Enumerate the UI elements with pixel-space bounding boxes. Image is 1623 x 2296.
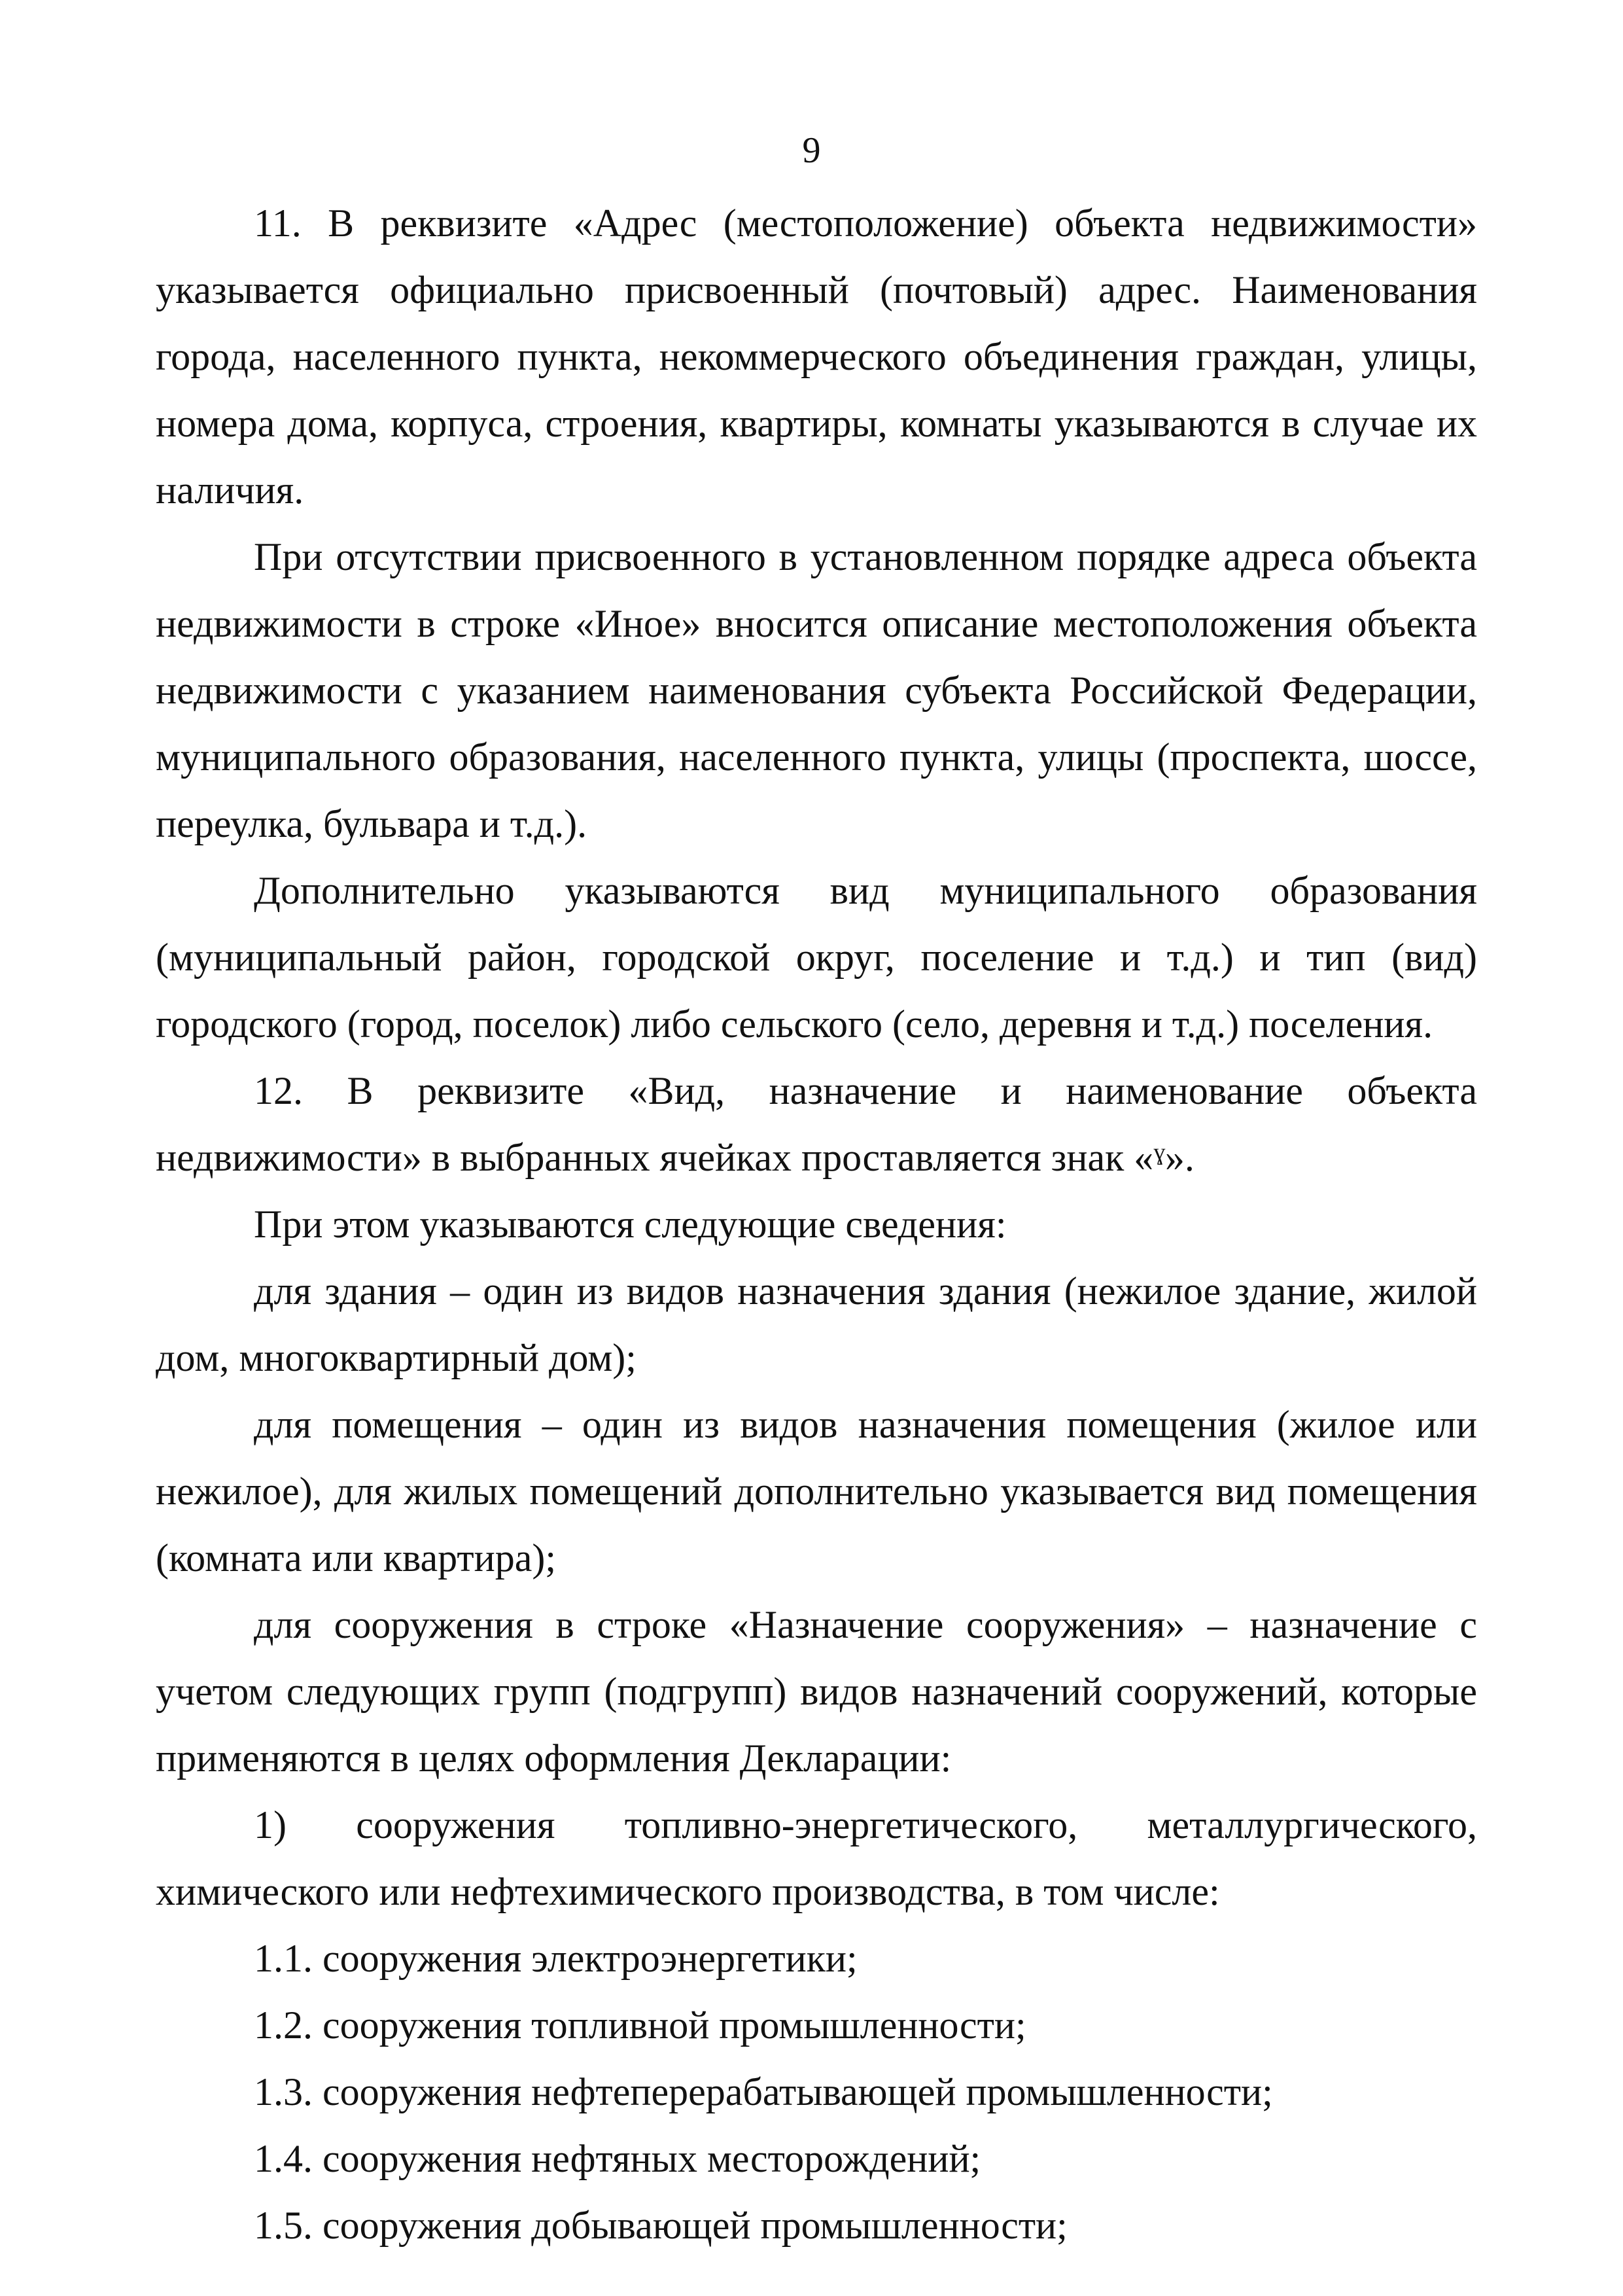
list-item-1-3: 1.3. сооружения нефтеперерабатывающей промышленности; bbox=[254, 2070, 1273, 2113]
paragraph-12-kind: 12. В реквизите «Вид, назначение и наименование объекта недвижимости» в выбранных ячейках проставляется знак «ˠ». bbox=[156, 1069, 1477, 1179]
list-item-1-5: 1.5. сооружения добывающей промышленности; bbox=[254, 2204, 1068, 2247]
document-body bbox=[156, 190, 1477, 2259]
paragraph-structure: для сооружения в строке «Назначение сооружения» – назначение с учетом следующих групп (подгрупп) видов назначений сооружений, которые применяются в целях оформления Декларации: bbox=[156, 1603, 1477, 1780]
paragraph-address-absent: При отсутствии присвоенного в установленном порядке адреса объекта недвижимости в строке «Иное» вносится описание местоположения объекта недвижимости с указанием наименования субъекта Российской Федерации, муниципального образования, населенного пункта, улицы (проспекта, шоссе, переулка, бульвара и т.д.). bbox=[156, 535, 1477, 845]
paragraph-11-address: 11. В реквизите «Адрес (местоположение) объекта недвижимости» указывается официально присвоенный (почтовый) адрес. Наименования города, населенного пункта, некоммерческого объединения граждан, улицы, номера дома, корпуса, строения, квартиры, комнаты указываются в случае их наличия. bbox=[156, 202, 1477, 512]
paragraph-building: для здания – один из видов назначения здания (нежилое здание, жилой дом, многоквартирный дом); bbox=[156, 1269, 1477, 1379]
page-number: 9 bbox=[802, 130, 821, 171]
list-item-1-4: 1.4. сооружения нефтяных месторождений; bbox=[254, 2137, 981, 2180]
list-item-1-1: 1.1. сооружения электроэнергетики; bbox=[254, 1937, 858, 1980]
paragraph-premises: для помещения – один из видов назначения помещения (жилое или нежилое), для жилых помещений дополнительно указывается вид помещения (комната или квартира); bbox=[156, 1403, 1477, 1580]
paragraph-details-intro: При этом указываются следующие сведения: bbox=[254, 1203, 1007, 1246]
paragraph-municipal-type: Дополнительно указываются вид муниципального образования (муниципальный район, городской округ, поселение и т.д.) и тип (вид) городского (город, поселок) либо сельского (село, деревня и т.д.) поселения. bbox=[156, 869, 1477, 1046]
list-item-1: 1) сооружения топливно-энергетического, металлургического, химического или нефтехимического производства, в том числе: bbox=[156, 1803, 1477, 1913]
list-item-1-2: 1.2. сооружения топливной промышленности; bbox=[254, 2004, 1026, 2047]
